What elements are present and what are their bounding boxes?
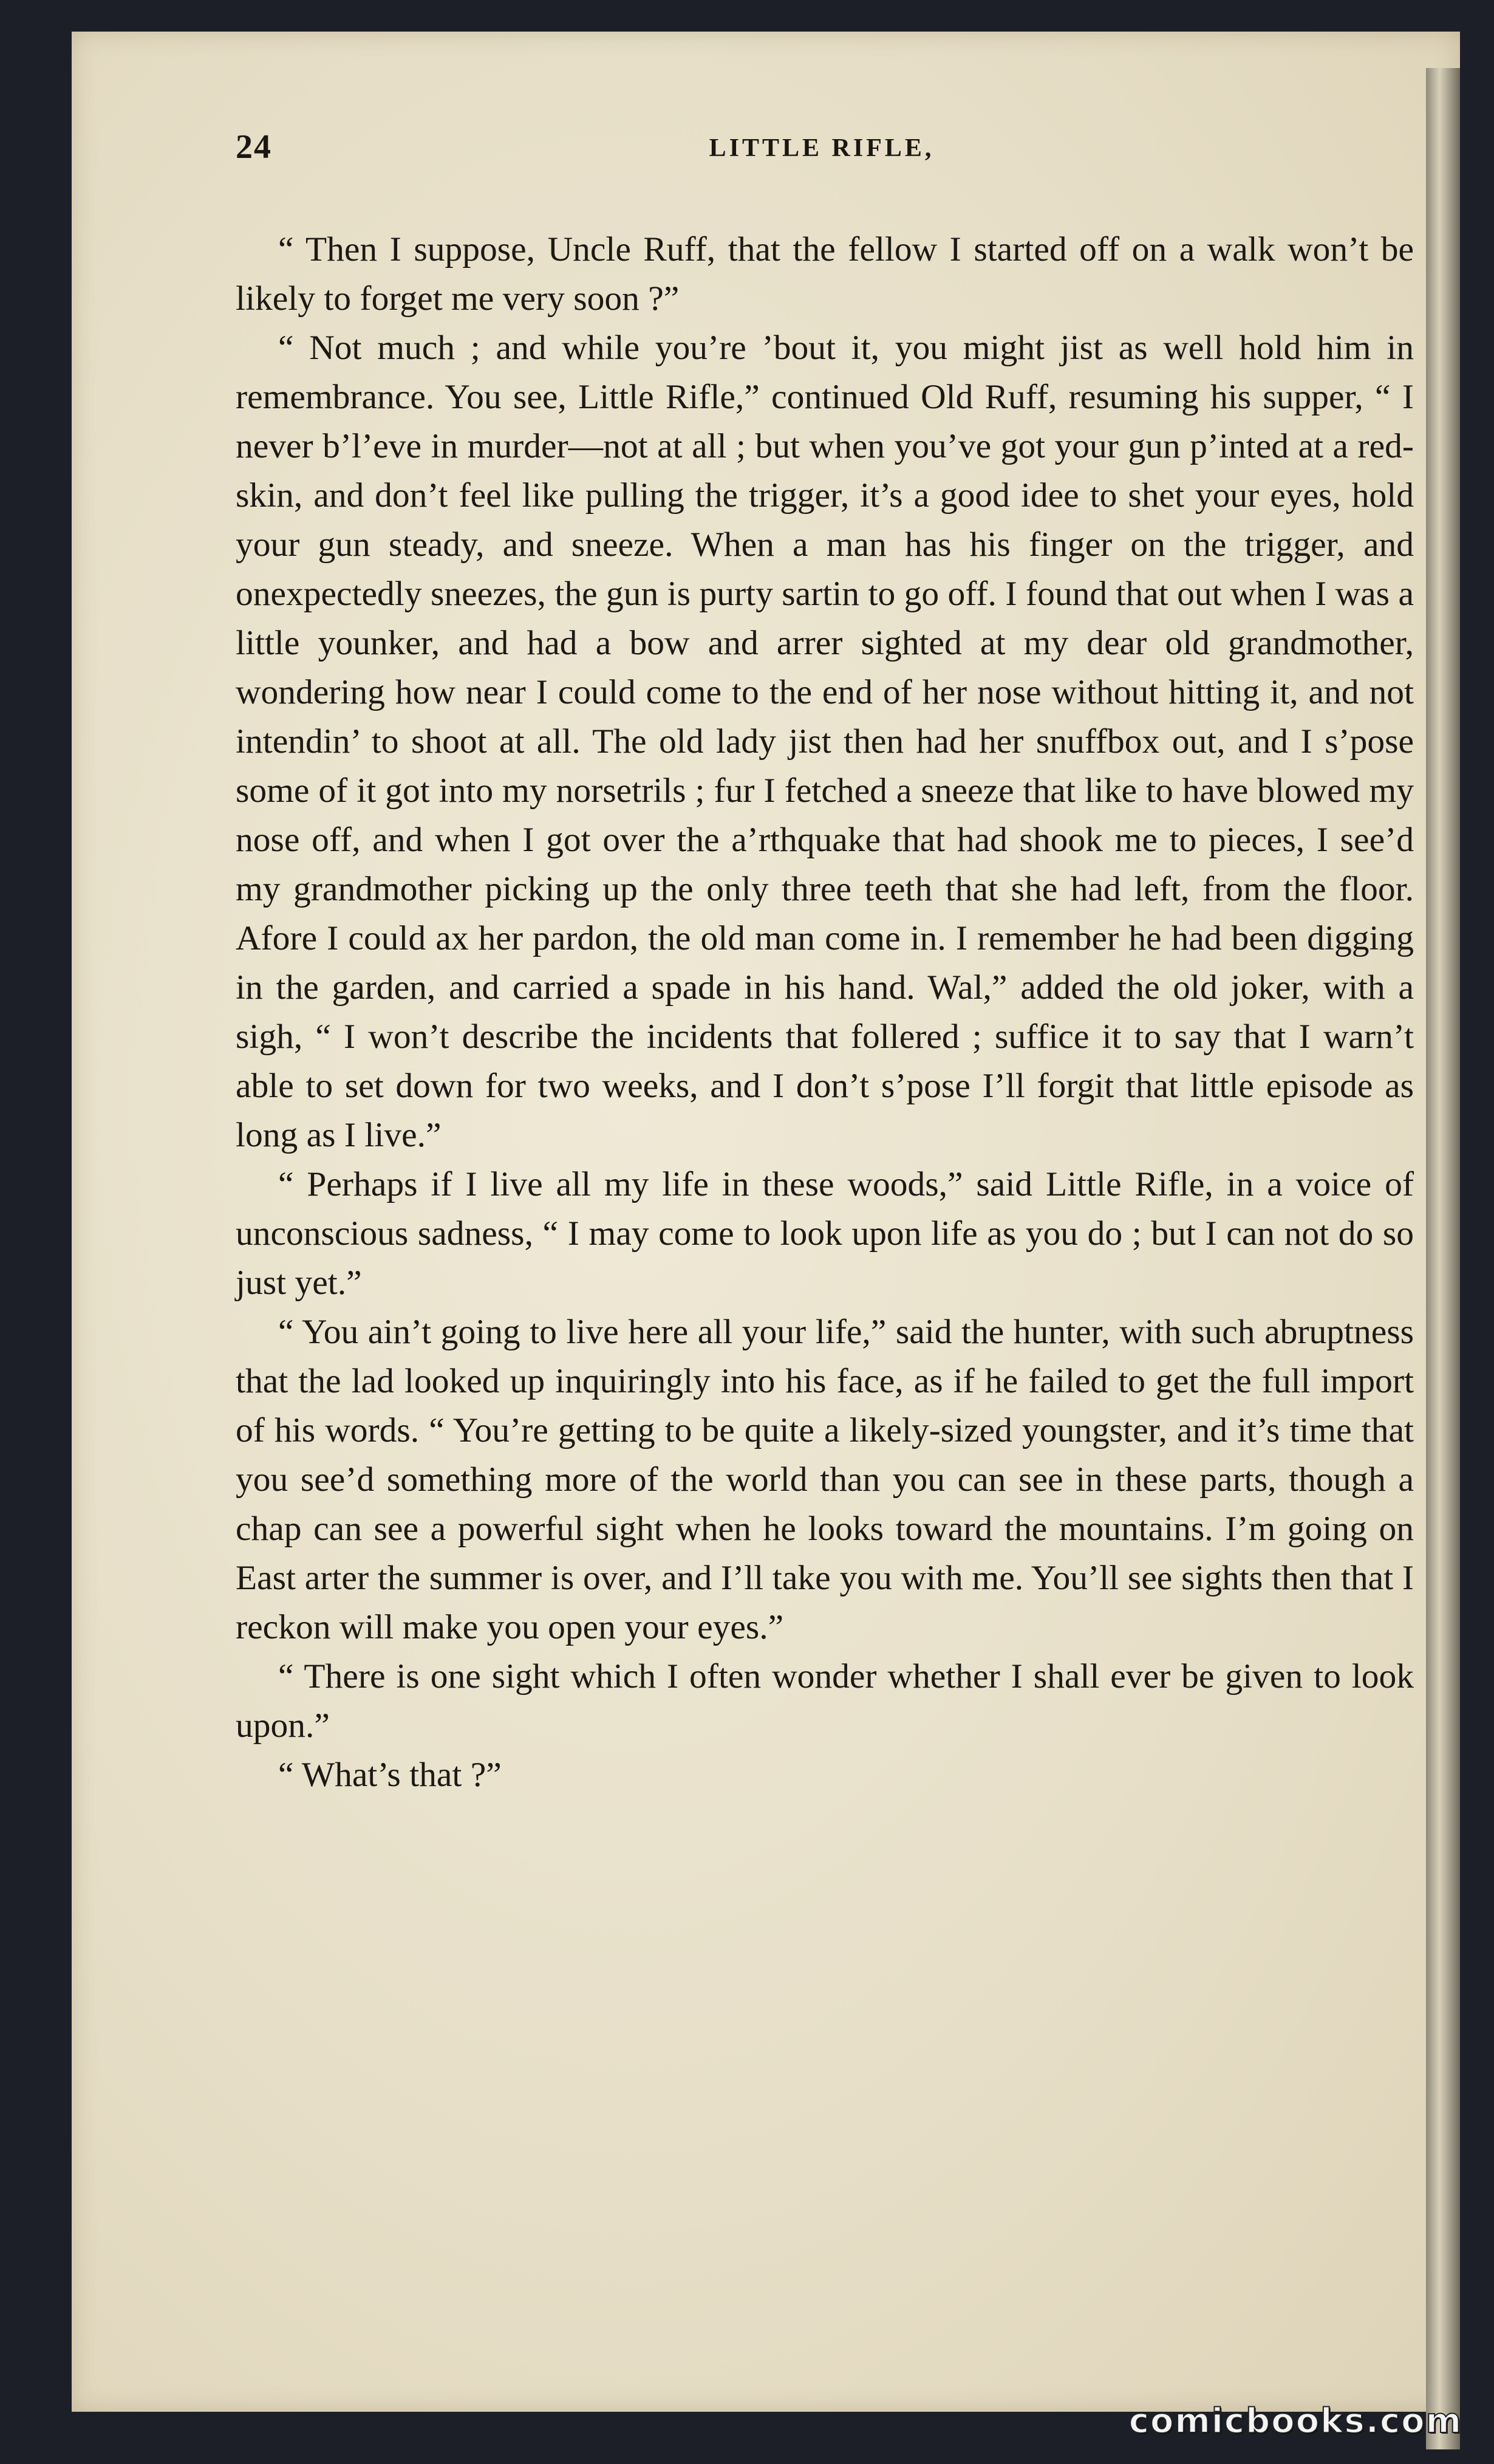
running-head: LITTLE RIFLE, [709, 134, 935, 162]
paragraph: “ What’s that ?” [278, 1756, 502, 1794]
page-edge [1426, 68, 1460, 2449]
body-text [236, 225, 1414, 1799]
page-header [236, 128, 1408, 176]
paragraph: “ Perhaps if I live all my life in these woods,” said Little Rifle, in a voice of unconscious sadness, “ I may come to look upon life as you do ; but I can not do so just yet.” [236, 1165, 1414, 1302]
paragraph: “ There is one sight which I often wonder whether I shall ever be given to look upon.” [236, 1657, 1414, 1745]
paragraph: “ Not much ; and while you’re ’bout it, you might jist as well hold him in remembrance. You see, Little Rifle,” continued Old Ruff, resuming his supper, “ I never b’l’eve in murder—not at all ; but when you’ve got your gun p’inted at a red-skin, and don’t feel like pulling the trigger, it’s a good idee to shet your eyes, hold your gun steady, and sneeze. When a man has his finger on the trigger, and onexpectedly sneezes, the gun is purty sartin to go off. I found that out when I was a little younker, and had a bow and arrer sighted at my dear old grandmother, wondering how near I could come to the end of her nose without hitting it, and not intendin’ to shoot at all. The old lady jist then had her snuffbox out, and I s’pose some of it got into my norsetrils ; fur I fetched a sneeze that like to have blowed my nose off, and when I got over the a’rthquake that had shook me to pieces, I see’d my grandmother picking up the only three teeth that she had left, from the floor. Afore I could ax her pardon, the old man come in. I remember he had been digging in the garden, and carried a spade in his hand. Wal,” added the old joker, with a sigh, “ I won’t describe the incidents that follered ; suffice it to say that I warn’t able to set down for two weeks, and I don’t s’pose I’ll forgit that little episode as long as I live.” [236, 329, 1414, 1154]
watermark: comicbooks.com [1128, 2401, 1462, 2441]
page-number: 24 [236, 128, 272, 166]
paragraph: “ You ain’t going to live here all your life,” said the hunter, with such abruptness that the lad looked up inquiringly into his face, as if he failed to get the full import of his words. “ You’re getting to be quite a likely-sized youngster, and it’s time that you see’d something more of the world than you can see in these parts, though a chap can see a powerful sight when he looks toward the mountains. I’m going on East arter the summer is over, and I’ll take you with me. You’ll see sights then that I reckon will make you open your eyes.” [236, 1313, 1414, 1646]
paragraph: “ Then I suppose, Uncle Ruff, that the fellow I started off on a walk won’t be likely to forget me very soon ?” [236, 230, 1414, 318]
